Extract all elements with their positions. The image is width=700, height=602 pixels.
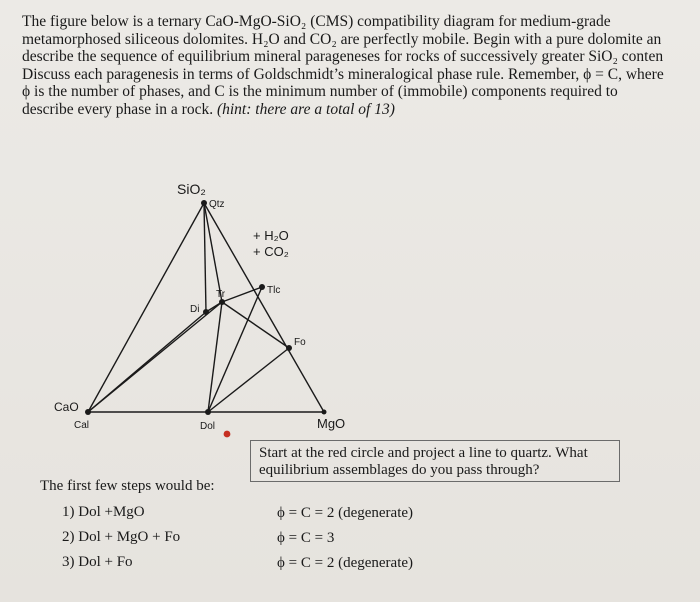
tie-qtz-di — [204, 203, 206, 312]
step-item: 1) Dol +MgO — [62, 504, 145, 520]
mgo-label: MgO — [317, 416, 346, 431]
fo-point — [286, 345, 292, 351]
di-label: Di — [190, 304, 200, 315]
co2-label: + CO₂ — [253, 244, 289, 259]
edge-cao-sio2 — [88, 203, 204, 412]
problem-line-last — [22, 101, 700, 119]
phase-rule-item: ϕ = C = 3 — [277, 530, 335, 546]
tie-dol-fo — [208, 348, 289, 412]
hint-text: (hint: there are a total of 13) — [216, 100, 395, 118]
fo-label: Fo — [294, 337, 306, 348]
start-red-circle-marker — [224, 431, 231, 438]
qtz-label: Qtz — [209, 199, 225, 210]
mgo-point — [322, 410, 327, 415]
steps-heading: The first few steps would be: — [40, 478, 215, 494]
h2o-label: + H₂O — [253, 228, 289, 243]
problem-line: metamorphosed siliceous dolomites. H₂O and CO₂ are perfectly mobile. Begin with a pure dolomite an — [22, 30, 662, 48]
cao-point — [85, 409, 91, 415]
tlc-point — [259, 284, 265, 290]
cal-label: Cal — [74, 420, 90, 431]
dol-point — [205, 409, 211, 415]
tie-tr-fo — [222, 302, 289, 348]
di-point — [203, 309, 209, 315]
cao-label: CaO — [54, 400, 79, 414]
problem-statement — [22, 13, 700, 119]
step-item: 2) Dol + MgO + Fo — [62, 529, 181, 545]
sio2-label: SiO₂ — [177, 181, 206, 197]
phase-rule-item: ϕ = C = 2 (degenerate) — [277, 555, 414, 571]
qtz-point — [201, 200, 207, 206]
instruction-callout: Start at the red circle and project a line to quartz. What equilibrium assemblages do you pass through? — [250, 440, 620, 482]
tlc-label: Tlc — [267, 285, 281, 296]
tr-label: Tr — [216, 289, 226, 300]
phase-rule-item: ϕ = C = 2 (degenerate) — [277, 505, 414, 521]
problem-line: describe the sequence of equilibrium mineral parageneses for rocks of successively greater SiO₂ conten — [22, 48, 664, 66]
problem-line: The figure below is a ternary CaO-MgO-SiO₂ (CMS) compatibility diagram for medium-grade — [22, 13, 611, 30]
problem-line-text: describe every phase in a rock. — [22, 100, 217, 118]
tie-cal-tr — [88, 302, 222, 412]
ternary-diagram — [40, 170, 360, 440]
step-item: 3) Dol + Fo — [62, 554, 133, 570]
problem-line: ϕ is the number of phases, and C is the minimum number of (immobile) components required to — [22, 83, 618, 101]
steps-list — [62, 500, 180, 575]
phase-rule-list — [277, 501, 413, 576]
problem-line: Discuss each paragenesis in terms of Goldschmidt’s mineralogical phase rule. Remember, ϕ = C, where — [22, 65, 664, 83]
dol-label: Dol — [200, 421, 216, 432]
